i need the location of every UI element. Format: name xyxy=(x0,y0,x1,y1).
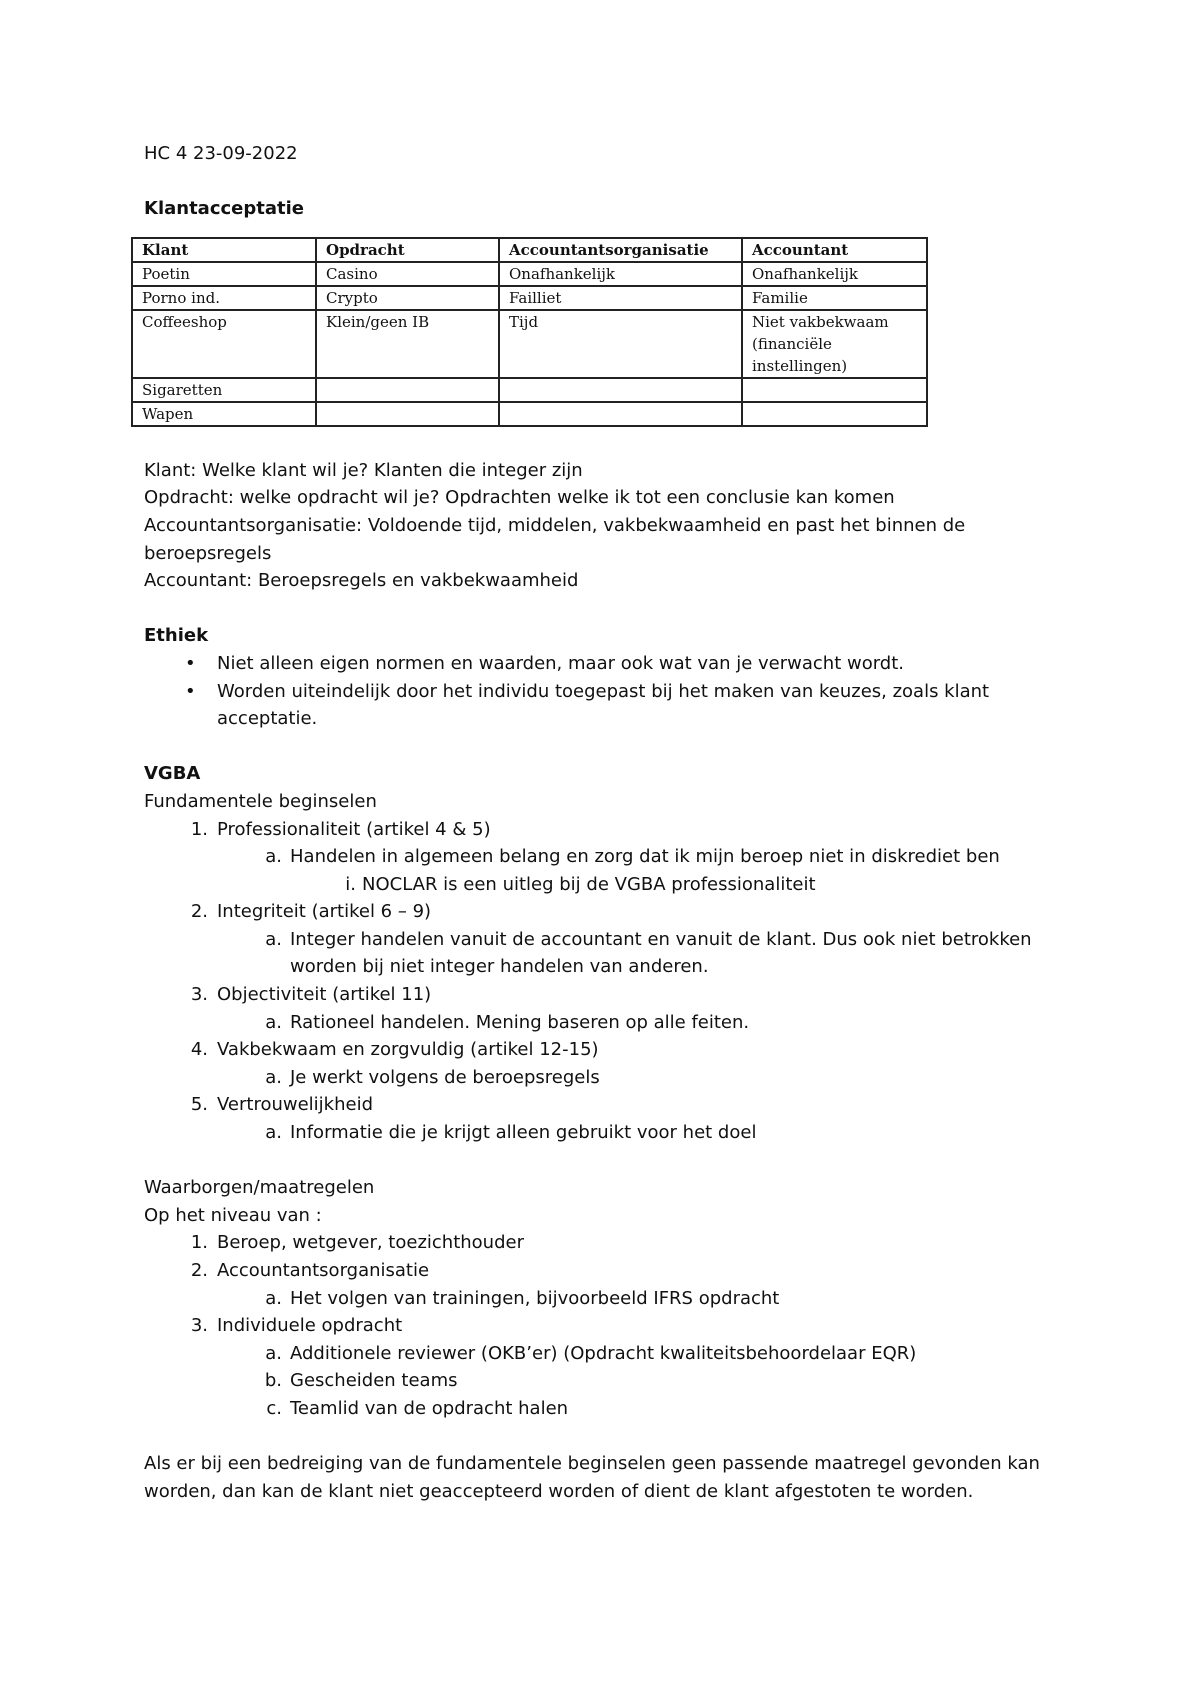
list-item: a. Additionele reviewer (OKB’er) (Opdracht kwaliteitsbehoordelaar EQR) xyxy=(265,1342,917,1364)
table-cell: Crypto xyxy=(316,286,499,310)
heading-waarborgen: Waarborgen/maatregelen xyxy=(144,1177,375,1199)
list-item: 1. Professionaliteit (artikel 4 & 5) xyxy=(190,818,491,840)
table-cell xyxy=(742,378,927,402)
table-cell: Failliet xyxy=(499,286,742,310)
table-cell: Tijd xyxy=(499,310,742,378)
date-line: HC 4 23-09-2022 xyxy=(144,143,298,164)
table-cell xyxy=(499,402,742,426)
vgba-list xyxy=(144,816,1064,1147)
heading-klantacceptatie: Klantacceptatie xyxy=(144,198,304,220)
subheading-fundamentele-beginselen: Fundamentele beginselen xyxy=(144,790,377,812)
list-item: 1. Beroep, wetgever, toezichthouder xyxy=(190,1232,524,1254)
heading-ethiek: Ethiek xyxy=(144,625,209,647)
list-item xyxy=(144,650,1064,678)
list-item: i. NOCLAR is een uitleg bij de VGBA professionaliteit xyxy=(345,873,816,895)
list-item: a. Rationeel handelen. Mening baseren op alle feiten. xyxy=(265,1011,750,1033)
table-cell: Casino xyxy=(316,262,499,286)
table-cell: Poetin xyxy=(132,262,316,286)
list-item: 5. Vertrouwelijkheid xyxy=(190,1094,374,1116)
table-cell: Wapen xyxy=(132,402,316,426)
opdracht-line: Opdracht: welke opdracht wil je? Opdrachten welke ik tot een conclusie kan komen xyxy=(144,487,895,509)
table-row xyxy=(132,286,927,310)
table-header-cell: Accountantsorganisatie xyxy=(499,238,742,262)
table-header-cell: Opdracht xyxy=(316,238,499,262)
table-cell: Onafhankelijk xyxy=(742,262,927,286)
conclusion-paragraph: Als er bij een bedreiging van de fundamentele beginselen geen passende maatregel gevonden kan worden, dan kan de klant niet geaccepteerd worden of dient de klant afgestoten te worden. xyxy=(144,1453,1040,1502)
list-item: a. Handelen in algemeen belang en zorg dat ik mijn beroep niet in diskrediet ben xyxy=(265,846,1000,868)
document-page xyxy=(144,140,1064,1505)
list-item: 4. Vakbekwaam en zorgvuldig (artikel 12-15) xyxy=(190,1039,599,1061)
table-cell: Familie xyxy=(742,286,927,310)
table-cell xyxy=(316,402,499,426)
klant-line: Klant: Welke klant wil je? Klanten die integer zijn xyxy=(144,459,583,481)
table-row xyxy=(132,378,927,402)
ethiek-list xyxy=(144,650,1064,733)
table-cell: Onafhankelijk xyxy=(499,262,742,286)
waarborgen-intro: Op het niveau van : xyxy=(144,1204,322,1226)
list-item: a. Informatie die je krijgt alleen gebruikt voor het doel xyxy=(265,1122,757,1144)
bullet-icon: • xyxy=(185,652,196,674)
table-header-row xyxy=(132,238,927,262)
bullet-icon: • xyxy=(185,680,196,702)
table-cell xyxy=(499,378,742,402)
list-item: a. Het volgen van trainingen, bijvoorbeeld IFRS opdracht xyxy=(265,1287,780,1309)
table-cell: Coffeeshop xyxy=(132,310,316,378)
klantacceptatie-table xyxy=(131,237,928,427)
list-item: a. Je werkt volgens de beroepsregels xyxy=(265,1066,600,1088)
table-cell: Niet vakbekwaam (financiële instellingen) xyxy=(742,310,927,378)
list-item-text: Niet alleen eigen normen en waarden, maar ook wat van je verwacht wordt. xyxy=(217,652,905,674)
table-header-cell: Klant xyxy=(132,238,316,262)
waarborgen-list xyxy=(144,1229,1064,1422)
heading-vgba: VGBA xyxy=(144,763,201,785)
list-item: 2. Integriteit (artikel 6 – 9) xyxy=(190,901,432,923)
table-header-cell: Accountant xyxy=(742,238,927,262)
table-cell: Porno ind. xyxy=(132,286,316,310)
list-item: 2. Accountantsorganisatie xyxy=(190,1260,430,1281)
list-item: c. Teamlid van de opdracht halen xyxy=(266,1397,569,1419)
table-cell xyxy=(742,402,927,426)
list-item xyxy=(144,678,1064,733)
accountantsorganisatie-line: Accountantsorganisatie: Voldoende tijd, middelen, vakbekwaamheid en past het binnen de beroepsregels xyxy=(144,514,966,564)
accountant-line: Accountant: Beroepsregels en vakbekwaamheid xyxy=(144,570,579,592)
table-cell: Klein/geen IB xyxy=(316,310,499,378)
table-cell: Sigaretten xyxy=(132,378,316,402)
table-row xyxy=(132,262,927,286)
list-item: 3. Objectiviteit (artikel 11) xyxy=(190,984,432,1006)
list-item: b. Gescheiden teams xyxy=(264,1370,458,1392)
table-row xyxy=(132,402,927,426)
list-item: a. Integer handelen vanuit de accountant en vanuit de klant. Dus ook niet betrokken worden bij niet integer handelen van anderen. xyxy=(265,928,1032,978)
table-cell xyxy=(316,378,499,402)
list-item-text: Worden uiteindelijk door het individu toegepast bij het maken van keuzes, zoals klant acceptatie. xyxy=(217,680,990,730)
list-item: 3. Individuele opdracht xyxy=(190,1315,403,1337)
table-row xyxy=(132,310,927,378)
